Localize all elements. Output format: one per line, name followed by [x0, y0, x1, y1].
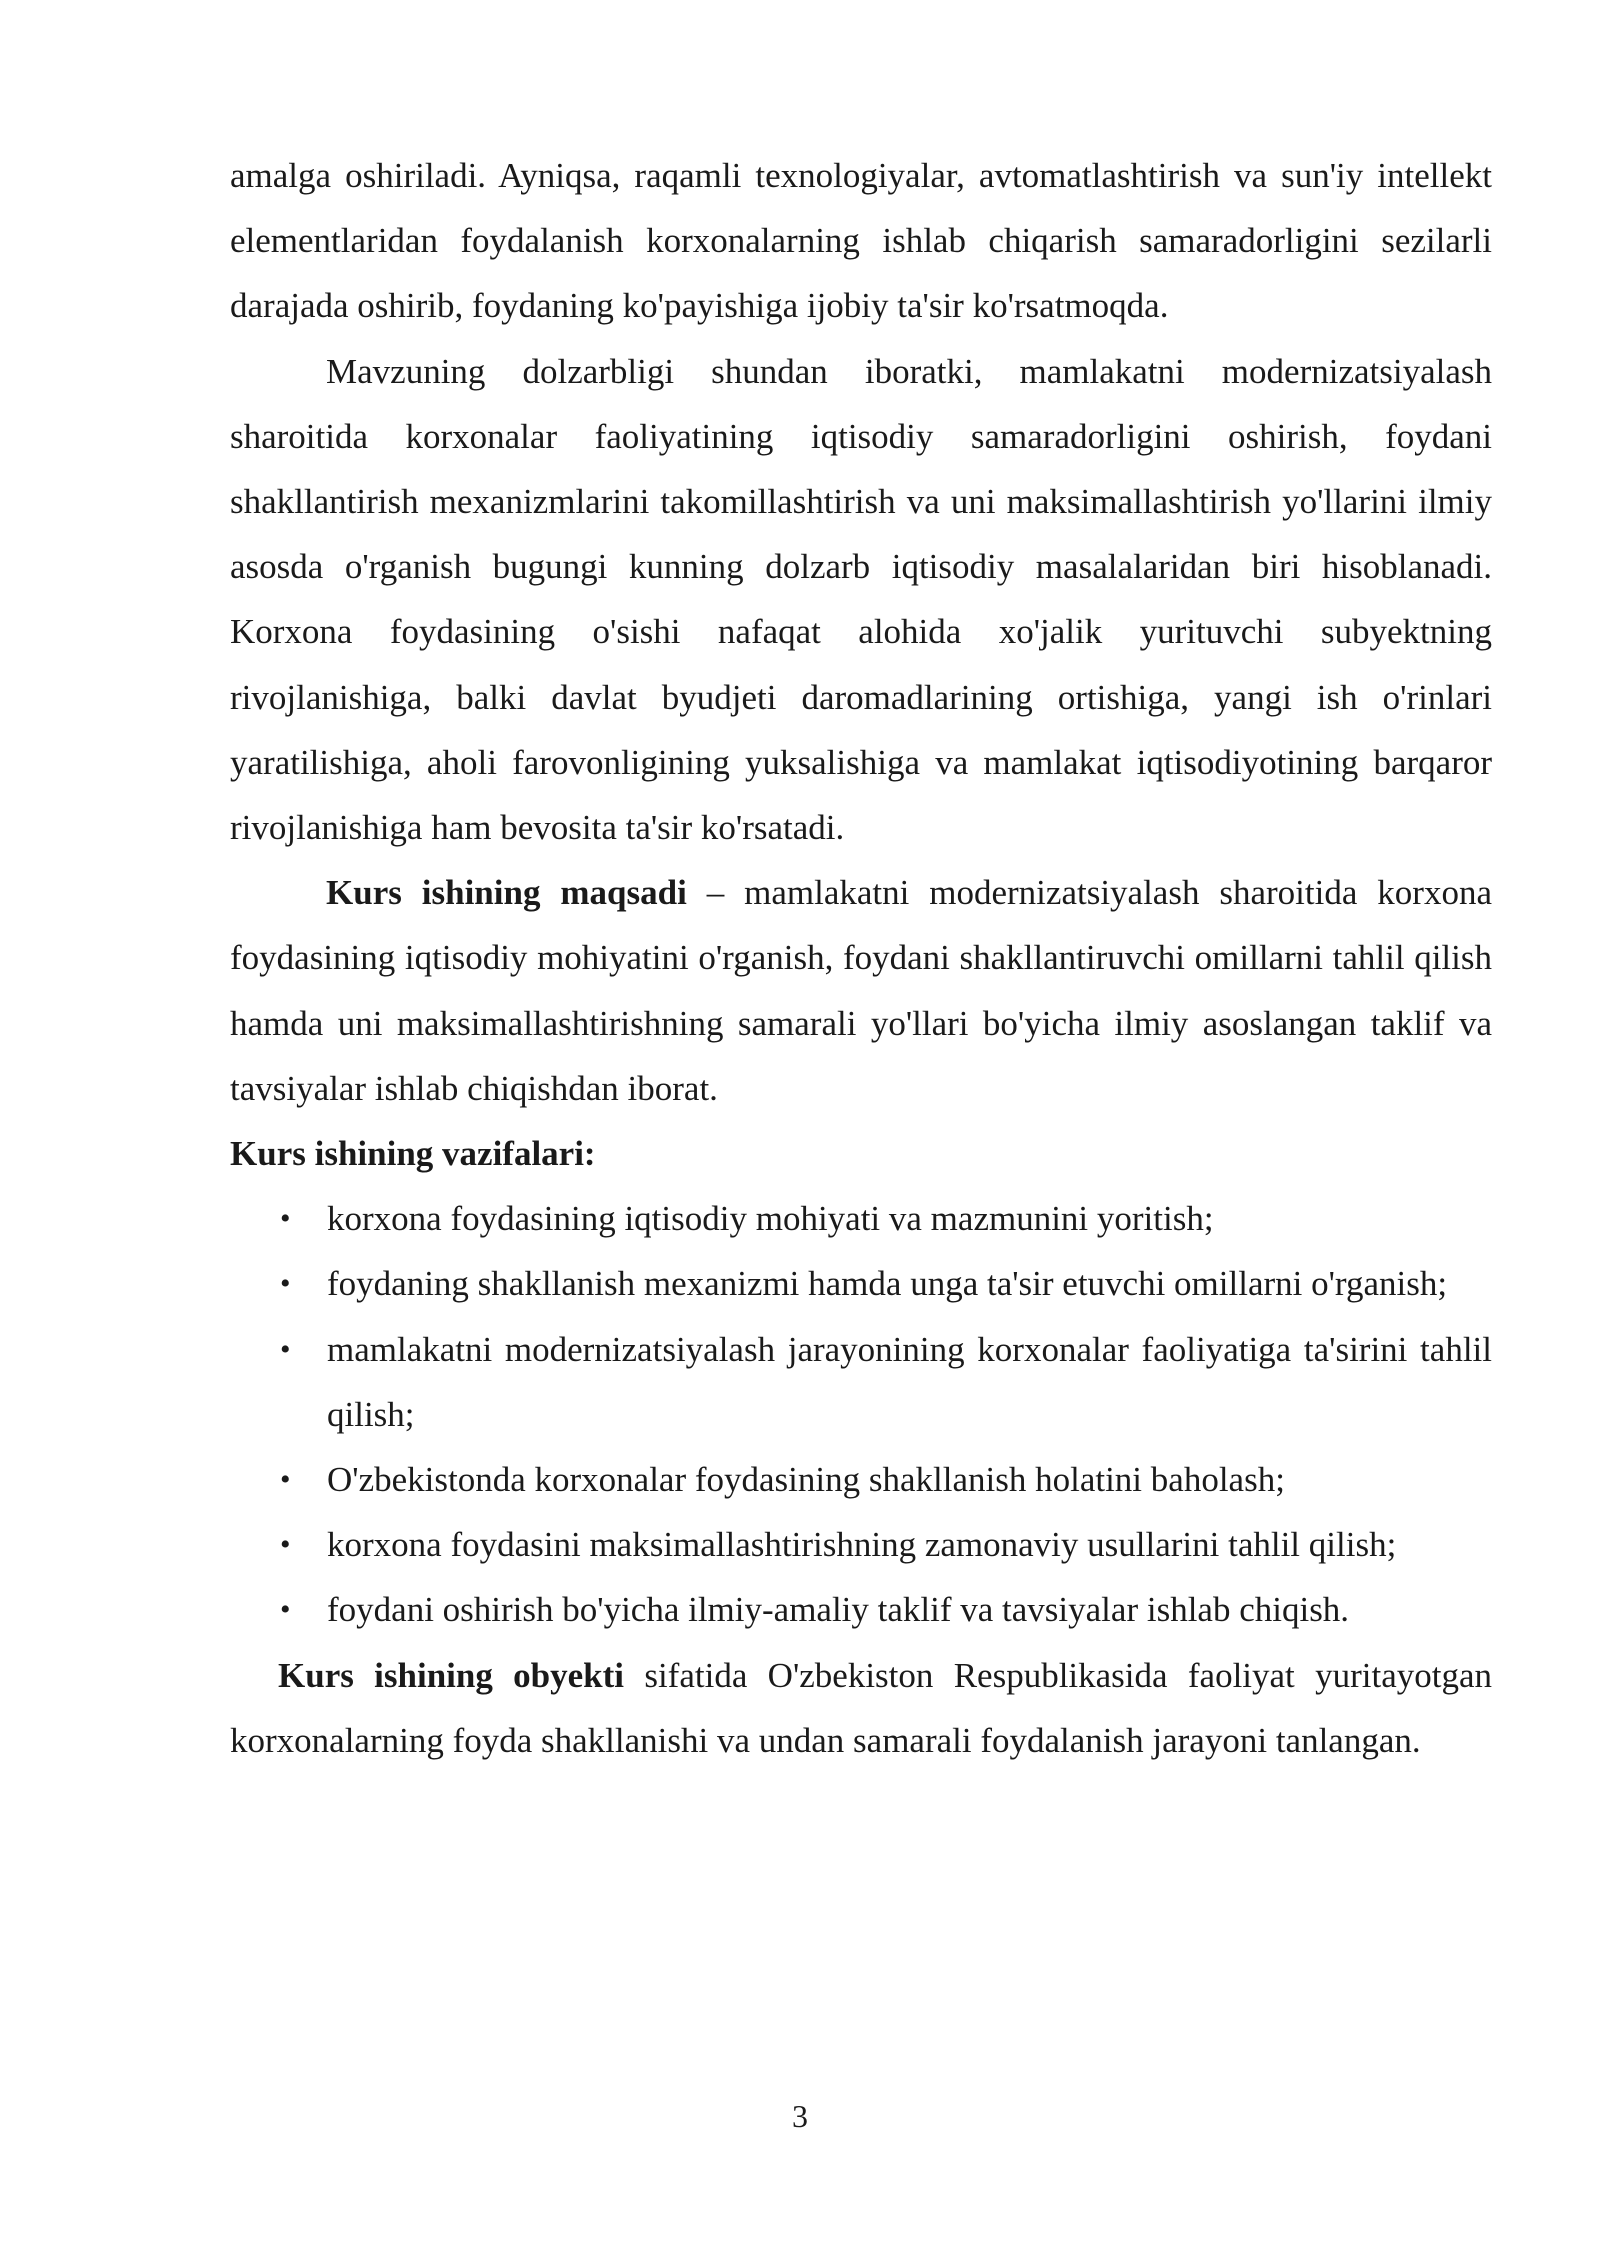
- list-item: [230, 1577, 1492, 1642]
- bullet-icon: •: [280, 1202, 291, 1236]
- intro-paragraph: amalga oshiriladi. Ayniqsa, raqamli texnologiyalar, avtomatlashtirish va sun'iy intellekt elementlaridan foydalanish korxonalarning ishlab chiqarish samaradorligini sezilarli darajada oshirib, foydaning ko'payishiga ijobiy ta'sir ko'rsatmoqda.: [230, 156, 1492, 326]
- list-item-text: foydani oshirish bo'yicha ilmiy-amaliy taklif va tavsiyalar ishlab chiqish.: [327, 1590, 1350, 1630]
- list-item-text: korxona foydasining iqtisodiy mohiyati va mazmunini yoritish;: [327, 1199, 1214, 1239]
- page-number: 3: [792, 2098, 808, 2134]
- list-item: [230, 1512, 1492, 1577]
- list-item: [230, 1447, 1492, 1512]
- list-item-text: korxona foydasini maksimallashtirishning zamonaviy usullarini tahlil qilish;: [327, 1525, 1397, 1565]
- goal-paragraph: [230, 860, 1492, 1121]
- document-page: [230, 143, 1492, 1773]
- list-item: [230, 1317, 1492, 1447]
- bullet-icon: •: [280, 1267, 291, 1301]
- object-label: Kurs ishining obyekti: [278, 1655, 625, 1695]
- bullet-icon: •: [280, 1463, 291, 1497]
- object-text: sifatida O'zbekiston Respublikasida faoliyat yuritayotgan korxonalarning foyda shakllanishi va undan samarali foydalanish jarayoni tanlangan.: [230, 1655, 1492, 1760]
- bullet-icon: •: [280, 1332, 291, 1366]
- goal-text: – mamlakatni modernizatsiyalash sharoitida korxona foydasining iqtisodiy mohiyatini o'rganish, foydani shakllantiruvchi omillarni tahlil qilish hamda uni maksimallashtirishning samarali yo'llari bo'yicha ilmiy asoslangan taklif va tavsiyalar ishlab chiqishdan iborat.: [230, 873, 1492, 1108]
- bullet-icon: •: [280, 1593, 291, 1627]
- list-item-text: mamlakatni modernizatsiyalash jarayonining korxonalar faoliyatiga ta'sirini tahlil qilish;: [327, 1329, 1492, 1434]
- relevance-paragraph: Mavzuning dolzarbligi shundan iboratki, mamlakatni modernizatsiyalash sharoitida korxonalar faoliyatining iqtisodiy samaradorligini oshirish, foydani shakllantirish mexanizmlarini takomillashtirish va uni maksimallashtirish yo'llarini ilmiy asosda o'rganish bugungi kunning dolzarb iqtisodiy masalalaridan biri hisoblanadi. Korxona foydasining o'sishi nafaqat alohida xo'jalik yurituvchi subyektning rivojlanishiga, balki davlat byudjeti daromadlarining ortishiga, yangi ish o'rinlari yaratilishiga, aholi farovonligining yuksalishiga va mamlakat iqtisodiyotining barqaror rivojlanishiga ham bevosita ta'sir ko'rsatadi.: [230, 351, 1492, 848]
- bullet-icon: •: [280, 1528, 291, 1562]
- tasks-list: [230, 1186, 1492, 1642]
- tasks-heading: Kurs ishining vazifalari:: [230, 1134, 596, 1174]
- list-item: [230, 1251, 1492, 1316]
- object-paragraph: [230, 1643, 1492, 1773]
- list-item-text: O'zbekistonda korxonalar foydasining shakllanish holatini baholash;: [327, 1460, 1285, 1500]
- list-item-text: foydaning shakllanish mexanizmi hamda unga ta'sir etuvchi omillarni o'rganish;: [327, 1264, 1448, 1304]
- list-item: [230, 1186, 1492, 1251]
- goal-label: Kurs ishining maqsadi: [326, 873, 687, 913]
